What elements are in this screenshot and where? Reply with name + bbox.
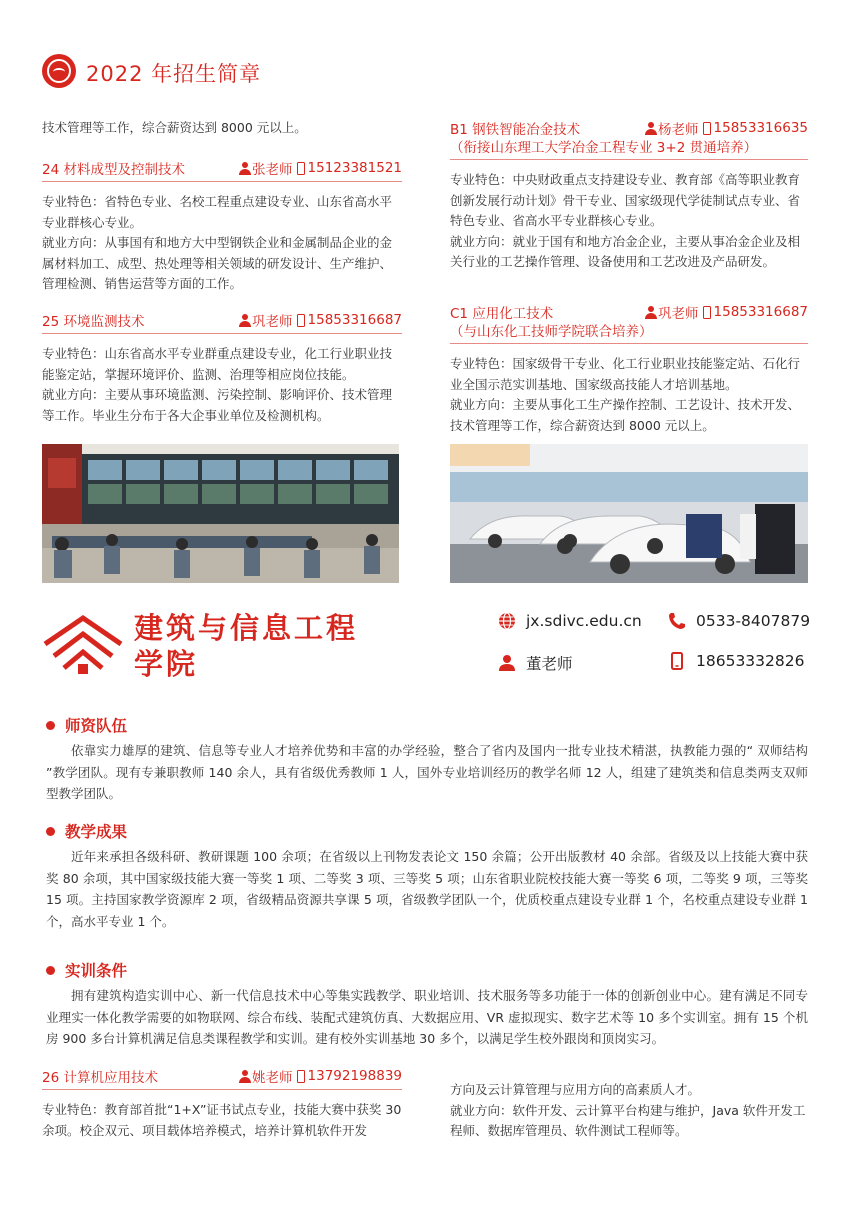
major-features: 专业特色：国家级骨干专业、化工行业职业技能鉴定站、石化行业全国示范实训基地、国家级高技能人才培训基地。	[450, 356, 801, 392]
major-c1	[450, 302, 808, 436]
college-website[interactable]: jx.sdivc.edu.cn	[498, 612, 642, 630]
teacher-contact	[645, 118, 808, 138]
major-employment: 就业方向：软件开发、云计算平台构建与维护，Java 软件开发工程师、数据库管理员、软件测试工程师等。	[450, 1102, 806, 1138]
teacher-name: 巩老师	[252, 314, 293, 330]
major-features: 专业特色：山东省高水平专业群重点建设专业，化工行业职业技能鉴定站，掌握环境评价、监测、治理等相应岗位技能。	[42, 346, 393, 382]
teacher-name: 张老师	[252, 162, 293, 178]
section-title: 教学成果	[65, 823, 128, 841]
teacher-name: 杨老师	[658, 122, 699, 138]
teacher-phone: 15853316635	[713, 120, 808, 136]
major-employment: 就业方向：从事国有和地方大中型钢铁企业和金属制品企业的金属材料加工、成型、热处理等相关领域的研发设计、生产维护、管理检测、销售运营等方面的工作。	[42, 235, 393, 291]
major-26	[42, 1068, 402, 1141]
section-training-facilities	[46, 959, 808, 1050]
college-mobile: 18653332826	[668, 652, 804, 670]
major-features-continued: 方向及云计算管理与应用方向的高素质人才。	[450, 1082, 701, 1097]
teacher-contact	[239, 310, 402, 330]
major-employment: 就业方向：主要从事环境监测、污染控制、影响评价、技术管理等工作。毕业生分布于各大企事业单位及检测机构。	[42, 387, 393, 423]
globe-icon	[498, 612, 516, 630]
person-icon	[239, 314, 251, 327]
bullet-dot-icon	[46, 827, 55, 836]
section-faculty	[46, 714, 808, 805]
teacher-phone: 15853316687	[713, 304, 808, 320]
section-title: 师资队伍	[65, 717, 128, 735]
section-text: 依靠实力雄厚的建筑、信息等专业人才培养优势和丰富的办学经验，整合了省内及国内一批专业技术精湛，执教能力强的“ 双师结构 ”教学团队。现有专兼职教师 140 余人，具有省级优秀教师 1 人，国外专业培训经历的教学名师 12 人，组建了建筑类和信息类两支双师型教学团队。	[46, 743, 808, 801]
major-title: 26 计算机应用技术	[42, 1070, 158, 1086]
section-text: 近年来承担各级科研、教研课题 100 余项；在省级以上刊物发表论文 150 余篇；公开出版教材 40 余部。省级及以上技能大赛中获奖 80 余项，其中国家级技能大赛一等奖 1 项、二等奖 3 项、三等奖 5 项；山东省职业院校技能大赛一等奖 6 项，二等奖 9 项，三等奖 15 项。主持国家教学资源库 2 项，省级精品资源共享课 5 项，省级教学团队一个，优质校重点建设专业群 1 个，名校重点建设专业群 1 个，高水平专业 1 个。	[46, 849, 808, 929]
page-title: 2022 年招生简章	[86, 62, 262, 86]
major-title: 25 环境监测技术	[42, 314, 145, 330]
major-employment: 就业方向：主要从事化工生产操作控制、工艺设计、技术开发、技术管理等工作，综合薪资达到 8000 元以上。	[450, 397, 801, 433]
person-icon	[645, 306, 657, 319]
car-workshop-photo	[450, 444, 808, 583]
teacher-phone: 15853316687	[307, 312, 402, 328]
teacher-contact	[239, 158, 402, 178]
major-features: 专业特色：教育部首批“1+X”证书试点专业，技能大赛中获奖 30 余项。校企双元、项目载体培养模式，培养计算机软件开发	[42, 1102, 402, 1138]
teacher-phone: 13792198839	[307, 1068, 402, 1084]
person-icon	[239, 1070, 251, 1083]
mobile-phone-icon	[668, 652, 686, 670]
section-teaching-achievements	[46, 820, 808, 932]
college-phone: 0533-8407879	[668, 612, 810, 630]
major-26-continued	[450, 1080, 808, 1142]
college-name: 建筑与信息工程 学院	[134, 611, 359, 681]
phone-icon	[297, 162, 305, 175]
section-title: 实训条件	[65, 962, 128, 980]
major-title: C1 应用化工技术	[450, 306, 554, 322]
teacher-name: 姚老师	[252, 1070, 293, 1086]
major-title: B1 钢铁智能冶金技术	[450, 122, 581, 138]
bullet-dot-icon	[46, 721, 55, 730]
person-icon	[239, 162, 251, 175]
phone-icon	[703, 306, 711, 319]
section-text: 拥有建筑构造实训中心、新一代信息技术中心等集实践教学、职业培训、技术服务等多功能于一体的创新创业中心。建有满足不同专业理实一体化教学需要的如物联网、综合布线、装配式建筑仿真、大数据应用、VR 虚拟现实、数字艺术等 10 多个实训室。拥有 15 个机房 900 多台计算机满足信息类课程教学和实训。建有校外实训基地 30 多个，以满足学生校外跟岗和顶岗实习。	[46, 988, 808, 1046]
phone-icon	[297, 314, 305, 327]
telephone-icon	[668, 612, 686, 630]
school-logo-icon	[42, 54, 76, 88]
intro-line: 技术管理等工作，综合薪资达到 8000 元以上。	[42, 120, 307, 135]
teacher-contact	[645, 302, 808, 322]
major-subtitle: （与山东化工技师学院联合培养）	[450, 324, 653, 340]
major-25	[42, 312, 402, 426]
major-employment: 就业方向：就业于国有和地方冶金企业，主要从事冶金企业及相关行业的工艺操作管理、设备使用和工艺改进及产品研发。	[450, 233, 801, 269]
phone-icon	[703, 122, 711, 135]
person-icon	[498, 654, 516, 672]
college-contact-person: 董老师	[498, 652, 573, 674]
major-subtitle: （衔接山东理工大学冶金工程专业 3+2 贯通培养）	[450, 140, 758, 156]
teacher-name: 巩老师	[658, 306, 699, 322]
major-24	[42, 160, 402, 295]
major-features: 专业特色：中央财政重点支持建设专业、教育部《高等职业教育创新发展行动计划》骨干专业、国家级现代学徒制试点专业、省特色专业、省高水平专业群核心专业。	[450, 172, 801, 228]
teacher-contact	[239, 1066, 402, 1086]
major-features: 专业特色：省特色专业、名校工程重点建设专业、山东省高水平专业群核心专业。	[42, 194, 393, 230]
house-roof-icon	[42, 612, 124, 676]
teacher-phone: 15123381521	[307, 160, 402, 176]
control-room-photo	[42, 444, 399, 583]
person-icon	[645, 122, 657, 135]
phone-icon	[297, 1070, 305, 1083]
bullet-dot-icon	[46, 966, 55, 975]
major-title: 24 材料成型及控制技术	[42, 162, 185, 178]
major-b1	[450, 118, 808, 273]
